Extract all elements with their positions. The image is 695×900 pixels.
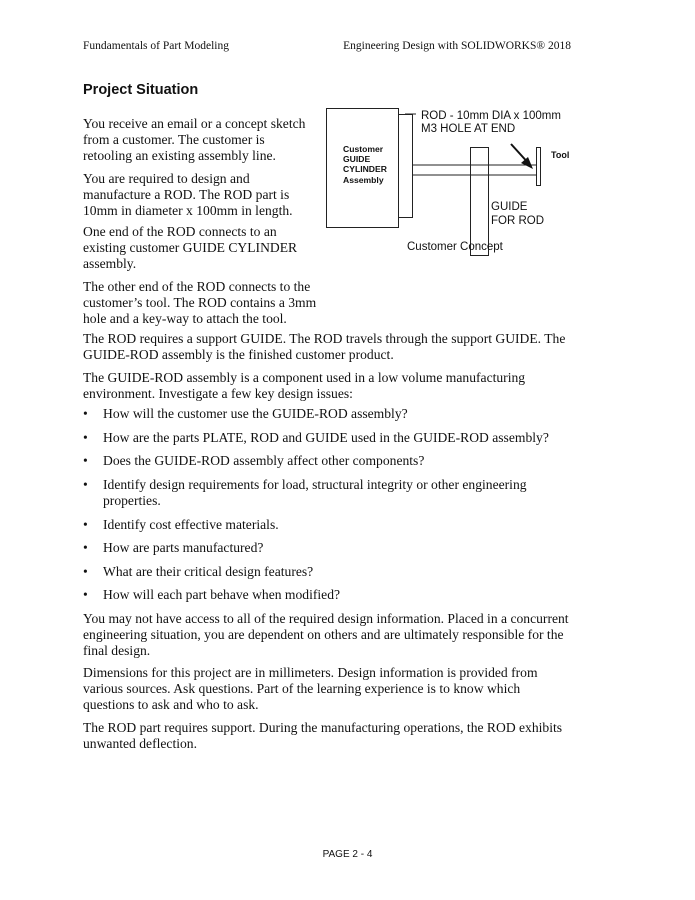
design-issues-list <box>83 406 583 611</box>
assembly-label-line-2: GUIDE <box>343 154 371 165</box>
list-item: • How are the parts PLATE, ROD and GUIDE used in the GUIDE-ROD assembly? <box>83 430 583 446</box>
tool-pointer-arrowhead <box>521 157 533 169</box>
page-number: PAGE 2 - 4 <box>322 849 373 860</box>
intro-paragraph-2: You are required to design and manufacture a ROD. The ROD part is 10mm in diameter x 100mm in length. <box>83 171 293 219</box>
guide-label-line-1: GUIDE <box>491 201 528 213</box>
rod-label <box>421 110 561 136</box>
closing-paragraph-1: You may not have access to all of the required design information. Placed in a concurrent engineering situation, you are dependent on others and are ultimately responsible for the final design. <box>83 611 569 659</box>
guide-label-line-2: FOR ROD <box>491 215 545 227</box>
intro-paragraph-3: One end of the ROD connects to an existing customer GUIDE CYLINDER assembly. <box>83 224 298 272</box>
running-header-right: Engineering Design with SOLIDWORKS® 2018 <box>343 40 571 52</box>
list-item: • How will each part behave when modified? <box>83 587 583 603</box>
customer-concept-figure <box>326 108 596 258</box>
guide-block <box>471 148 489 256</box>
closing-paragraph-2: Dimensions for this project are in millimeters. Design information is provided from various sources. Ask questions. Part of the learning experience is to know which questions to ask and who to ask. <box>83 665 538 713</box>
tool-label: Tool <box>551 150 570 160</box>
list-item: • How are parts manufactured? <box>83 540 583 556</box>
assembly-label-line-1: Customer <box>343 144 384 154</box>
assembly-label <box>343 144 387 185</box>
tool-plate <box>537 148 541 186</box>
body-paragraph-1: The ROD requires a support GUIDE. The ROD travels through the support GUIDE. The GUIDE-ROD assembly is the finished customer product. <box>83 331 566 363</box>
closing-paragraph-3: The ROD part requires support. During the manufacturing operations, the ROD exhibits unwanted deflection. <box>83 720 563 752</box>
assembly-label-line-4: Assembly <box>343 174 384 185</box>
rod-label-line-2: M3 HOLE AT END <box>421 123 516 135</box>
section-title: Project Situation <box>83 82 199 98</box>
list-item: • Identify design requirements for load, structural integrity or other engineering properties. <box>83 477 583 509</box>
running-header-left: Fundamentals of Part Modeling <box>83 40 229 52</box>
rod-label-line-1: ROD - 10mm DIA x 100mm <box>421 110 561 122</box>
list-item: • How will the customer use the GUIDE-ROD assembly? <box>83 406 583 422</box>
cylinder-flange <box>399 115 413 218</box>
intro-paragraph-4: The other end of the ROD connects to the customer’s tool. The ROD contains a 3mm hole and a key-way to attach the tool. <box>83 279 317 327</box>
list-item: • What are their critical design features? <box>83 564 583 580</box>
assembly-label-line-3: CYLINDER <box>343 164 387 175</box>
body-paragraph-2: The GUIDE-ROD assembly is a component used in a low volume manufacturing environment. Investigate a few key design issues: <box>83 370 526 402</box>
list-item: • Identify cost effective materials. <box>83 517 583 533</box>
figure-caption: Customer Concept <box>407 241 503 253</box>
guide-label <box>491 200 544 228</box>
list-item: • Does the GUIDE-ROD assembly affect other components? <box>83 453 583 469</box>
intro-paragraph-1: You receive an email or a concept sketch from a customer. The customer is retooling an existing assembly line. <box>83 116 306 164</box>
